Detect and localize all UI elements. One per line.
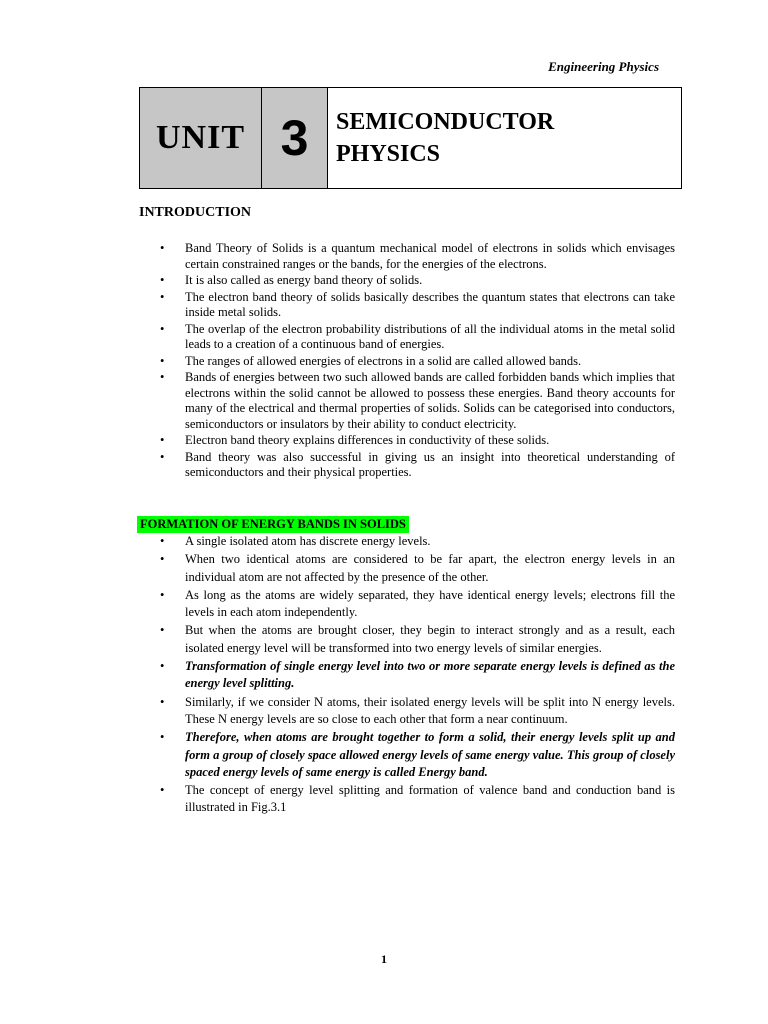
bullet-icon: •	[160, 659, 165, 674]
list-item: • But when the atoms are brought closer, they begin to interact strongly and as a result, each isolated energy level will be transformed into two energy levels of similar energies.	[160, 623, 675, 655]
unit-title-line2: PHYSICS	[336, 141, 441, 167]
bullet-icon: •	[160, 289, 165, 304]
list-item: • It is also called as energy band theory of solids.	[160, 273, 423, 287]
bullet-icon: •	[160, 449, 165, 464]
list-item: • The electron band theory of solids basically describes the quantum states that electrons can take inside metal solids.	[160, 289, 675, 319]
bullet-icon: •	[160, 587, 165, 602]
list-item: • When two identical atoms are considered to be far apart, the electron energy levels in an individual atom are not affected by the presence of the other.	[160, 552, 675, 584]
list-item: • As long as the atoms are widely separated, they have identical energy levels; electrons fill the levels in each atom independently.	[160, 587, 675, 620]
formation-bullet-list	[160, 533, 675, 818]
bullet-icon: •	[160, 623, 165, 638]
page-number: 1	[381, 952, 387, 966]
list-item: • Band theory was also successful in giving us an insight into theoretical understanding of semiconductors and their physical properties.	[160, 449, 675, 479]
introduction-heading: INTRODUCTION	[139, 205, 252, 220]
bullet-icon: •	[160, 241, 165, 255]
list-item: • Similarly, if we consider N atoms, their isolated energy levels will be split into N energy levels. These N energy levels are so close to each other that form a near continuum.	[160, 694, 675, 726]
bullet-icon: •	[160, 370, 165, 384]
list-item: • Band Theory of Solids is a quantum mechanical model of electrons in solids which envisages certain constrained ranges or the bands, for the energies of the electrons.	[160, 241, 675, 271]
bullet-icon: •	[160, 694, 165, 709]
bullet-icon: •	[160, 273, 165, 287]
formation-heading: FORMATION OF ENERGY BANDS IN SOLIDS	[137, 516, 409, 533]
list-item: • Therefore, when atoms are brought together to form a solid, their energy levels split up and form a group of closely space allowed energy levels of same energy value. This group of closely spaced energy levels of same energy is called Energy band.	[160, 730, 675, 779]
bullet-icon: •	[160, 534, 165, 548]
unit-number: 3	[262, 88, 328, 188]
running-header: Engineering Physics	[548, 59, 659, 74]
list-item: • The concept of energy level splitting and formation of valence band and conduction band is illustrated in Fig.3.1	[160, 783, 675, 815]
bullet-icon: •	[160, 730, 165, 745]
list-item: • The overlap of the electron probability distributions of all the individual atoms in the metal solid leads to a creation of a continuous band of energies.	[160, 321, 675, 351]
bullet-icon: •	[160, 433, 165, 447]
bullet-icon: •	[160, 552, 165, 567]
list-item: • Transformation of single energy level into two or more separate energy levels is defined as the energy level splitting.	[160, 659, 675, 691]
unit-label: UNIT	[140, 88, 262, 188]
list-item: • The ranges of allowed energies of electrons in a solid are called allowed bands.	[160, 353, 582, 368]
bullet-icon: •	[160, 783, 165, 798]
list-item: • A single isolated atom has discrete energy levels.	[160, 533, 675, 550]
unit-title	[328, 88, 681, 188]
unit-title-line1: SEMICONDUCTOR	[336, 109, 555, 135]
unit-title-box	[139, 87, 682, 189]
bullet-icon: •	[160, 353, 165, 368]
introduction-bullet-list	[160, 241, 675, 482]
list-item: • Electron band theory explains differences in conductivity of these solids.	[160, 433, 550, 447]
bullet-icon: •	[160, 321, 165, 336]
list-item: • Bands of energies between two such allowed bands are called forbidden bands which implies that electrons within the solid cannot be allowed to possess these energies. Band theory accounts for many of the electrical and thermal properties of solids. Solids can be categorised into conductors, semiconductors or insulators by their ability to conduct electricity.	[160, 370, 675, 431]
